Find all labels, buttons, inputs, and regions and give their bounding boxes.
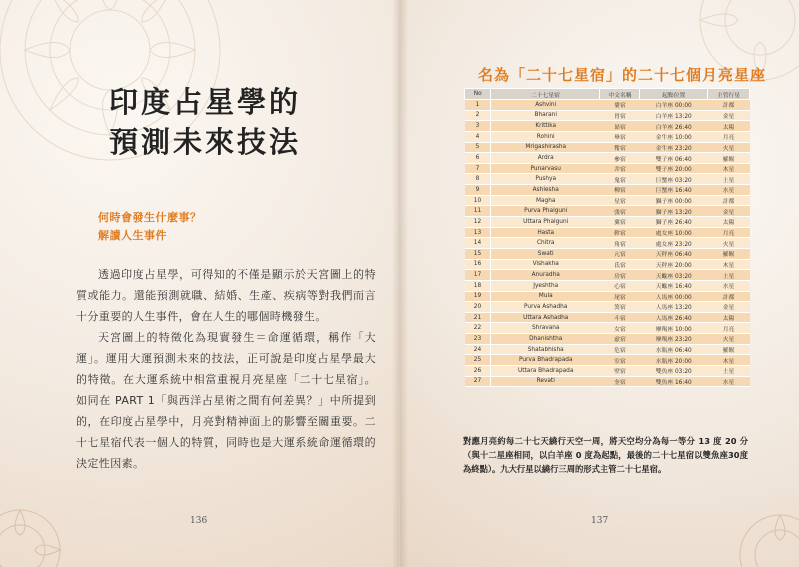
- table-cell: 太陽: [707, 312, 749, 323]
- table-cell: Jyeshtha: [491, 280, 600, 291]
- column-header: 主管行星: [707, 89, 749, 100]
- table-cell: 太陽: [707, 121, 749, 132]
- table-cell: 氐宿: [600, 259, 640, 270]
- table-cell: 22: [465, 323, 491, 334]
- table-cell: Mula: [491, 291, 600, 302]
- table-cell: Pushya: [491, 174, 600, 185]
- table-cell: 白羊座 00:00: [640, 100, 708, 111]
- table-cell: 19: [465, 291, 491, 302]
- table-cell: 6: [465, 153, 491, 164]
- corner-ornament-icon: [0, 470, 120, 567]
- table-cell: 土星: [707, 270, 749, 281]
- table-cell: 10: [465, 195, 491, 206]
- table-cell: 計都: [707, 100, 749, 111]
- book-gutter: [392, 0, 408, 567]
- table-row: [465, 153, 750, 164]
- table-cell: 21: [465, 312, 491, 323]
- page-number-right: 137: [591, 516, 609, 526]
- table-cell: Revati: [491, 376, 600, 387]
- table-cell: 木星: [707, 163, 749, 174]
- table-cell: 月亮: [707, 323, 749, 334]
- table-row: [465, 366, 750, 377]
- table-cell: 月亮: [707, 227, 749, 238]
- table-cell: 人馬座 26:40: [640, 312, 708, 323]
- table-cell: 星宿: [600, 195, 640, 206]
- table-cell: 羅睺: [707, 248, 749, 259]
- table-row: [465, 259, 750, 270]
- table-cell: 天秤座 20:00: [640, 259, 708, 270]
- table-cell: 15: [465, 248, 491, 259]
- table-cell: 太陽: [707, 217, 749, 228]
- table-row: [465, 323, 750, 334]
- table-cell: 井宿: [600, 163, 640, 174]
- table-title: 名為「二十七星宿」的二十七個月亮星座: [478, 66, 767, 84]
- table-cell: 張宿: [600, 206, 640, 217]
- table-cell: 羅睺: [707, 344, 749, 355]
- table-row: [465, 227, 750, 238]
- table-cell: Hasta: [491, 227, 600, 238]
- table-cell: 2: [465, 110, 491, 121]
- table-cell: 24: [465, 344, 491, 355]
- table-row: [465, 270, 750, 281]
- table-cell: 人馬座 13:20: [640, 302, 708, 313]
- table-cell: Anuradha: [491, 270, 600, 281]
- table-cell: 天秤座 06:40: [640, 248, 708, 259]
- table-cell: 7: [465, 163, 491, 174]
- table-row: [465, 344, 750, 355]
- table-cell: 斗宿: [600, 312, 640, 323]
- table-header-row: [465, 89, 750, 100]
- column-header: 二十七星宿: [491, 89, 600, 100]
- table-cell: 亢宿: [600, 248, 640, 259]
- table-row: [465, 312, 750, 323]
- subheading-1: 何時會發生什麼事？: [98, 211, 202, 224]
- table-cell: Krittika: [491, 121, 600, 132]
- table-cell: Ashlesha: [491, 185, 600, 196]
- table-cell: 雙子座 20:00: [640, 163, 708, 174]
- table-cell: Shravana: [491, 323, 600, 334]
- table-cell: 女宿: [600, 323, 640, 334]
- body-text: [76, 264, 376, 474]
- table-cell: Purva Bhadrapada: [491, 355, 600, 366]
- table-row: [465, 238, 750, 249]
- table-row: [465, 280, 750, 291]
- table-cell: 11: [465, 206, 491, 217]
- table-cell: 雙魚座 03:20: [640, 366, 708, 377]
- table-cell: Uttara Bhadrapada: [491, 366, 600, 377]
- table-row: [465, 291, 750, 302]
- table-row: [465, 121, 750, 132]
- page-heading: [105, 82, 305, 162]
- table-cell: 觜宿: [600, 142, 640, 153]
- table-cell: 獅子座 00:00: [640, 195, 708, 206]
- table-cell: 處女座 10:00: [640, 227, 708, 238]
- table-cell: 尾宿: [600, 291, 640, 302]
- table-cell: 摩羯座 10:00: [640, 323, 708, 334]
- table-cell: 昴宿: [600, 121, 640, 132]
- table-cell: Magha: [491, 195, 600, 206]
- table-cell: 金星: [707, 302, 749, 313]
- table-row: [465, 334, 750, 345]
- table-cell: 12: [465, 217, 491, 228]
- table-cell: Mrigashirasha: [491, 142, 600, 153]
- paragraph-2: 天宮圖上的特徵化為現實發生＝命運循環，稱作「大運」。運用大運預測未來的技法，正可說是印度占星學最大的特徵。在大運系統中相當重視月亮星座「二十七星宿」。如同在 PART 1「與西洋占星術之間有何差異？」中所提到的，在印度占星學中，月亮對精神面上的影響至關重要。二十七星宿代表一個人的特質，同時也是大運系統命運循環的決定性因素。: [76, 331, 376, 470]
- table-cell: 人馬座 00:00: [640, 291, 708, 302]
- corner-ornament-icon: [690, 470, 799, 567]
- table-row: [465, 206, 750, 217]
- heading-line-1: 印度占星學的: [108, 85, 301, 119]
- table-cell: 計都: [707, 291, 749, 302]
- column-header: 起點位置: [640, 89, 708, 100]
- table-cell: 土星: [707, 174, 749, 185]
- table-cell: 獅子座 13:20: [640, 206, 708, 217]
- table-cell: Bharani: [491, 110, 600, 121]
- table-cell: 箕宿: [600, 302, 640, 313]
- table-cell: 摩羯座 23:20: [640, 334, 708, 345]
- table-cell: 土星: [707, 366, 749, 377]
- table-cell: 處女座 23:20: [640, 238, 708, 249]
- table-cell: 雙子座 06:40: [640, 153, 708, 164]
- table-cell: 水星: [707, 185, 749, 196]
- table-cell: 18: [465, 280, 491, 291]
- table-cell: 火星: [707, 238, 749, 249]
- table-cell: 5: [465, 142, 491, 153]
- table-cell: Vishakha: [491, 259, 600, 270]
- table-cell: 17: [465, 270, 491, 281]
- table-cell: Purva Phalguni: [491, 206, 600, 217]
- table-cell: 水瓶座 20:00: [640, 355, 708, 366]
- nakshatra-table: [464, 88, 750, 387]
- table-row: [465, 376, 750, 387]
- table-footnote: 對應月亮約每二十七天繞行天空一周，將天空均分為每一等分 13 度 20 分（與十二星座相同，以白羊座 0 度為起點，最後的二十七星宿以雙魚座30度為終點）。九大行星以繞行三周的形式主管二十七星宿。: [463, 436, 748, 474]
- paragraph-1: 透過印度占星學，可得知的不僅是顯示於天宮圖上的特質或能力。還能預測就職、結婚、生產、疾病等對我們而言十分重要的人生事件，會在人生的哪個時機發生。: [76, 268, 376, 323]
- table-cell: 23: [465, 334, 491, 345]
- table-cell: 羅睺: [707, 153, 749, 164]
- table-cell: 心宿: [600, 280, 640, 291]
- table-cell: 角宿: [600, 238, 640, 249]
- heading-line-2: 預測未來技法: [108, 125, 301, 159]
- table-row: [465, 302, 750, 313]
- table-cell: 壁宿: [600, 366, 640, 377]
- table-cell: 巨蟹座 03:20: [640, 174, 708, 185]
- table-cell: 奎宿: [600, 376, 640, 387]
- table-cell: 計都: [707, 195, 749, 206]
- table-cell: 畢宿: [600, 131, 640, 142]
- table-cell: 軫宿: [600, 227, 640, 238]
- table-cell: 白羊座 13:20: [640, 110, 708, 121]
- table-row: [465, 163, 750, 174]
- table-row: [465, 195, 750, 206]
- table-body: [465, 100, 750, 387]
- table-cell: 房宿: [600, 270, 640, 281]
- table-cell: 20: [465, 302, 491, 313]
- table-cell: 木星: [707, 355, 749, 366]
- table-cell: 13: [465, 227, 491, 238]
- page-number-left: 136: [190, 516, 208, 526]
- table-cell: Dhanishtha: [491, 334, 600, 345]
- table-cell: 巨蟹座 16:40: [640, 185, 708, 196]
- table-row: [465, 355, 750, 366]
- table-cell: Ardra: [491, 153, 600, 164]
- table-cell: 胃宿: [600, 110, 640, 121]
- table-cell: 柳宿: [600, 185, 640, 196]
- table-cell: Shatabhisha: [491, 344, 600, 355]
- table-cell: 8: [465, 174, 491, 185]
- table-cell: 水星: [707, 376, 749, 387]
- table-cell: Swati: [491, 248, 600, 259]
- table-cell: Rohini: [491, 131, 600, 142]
- table-cell: 木星: [707, 259, 749, 270]
- table-row: [465, 174, 750, 185]
- table-cell: 獅子座 26:40: [640, 217, 708, 228]
- table-row: [465, 131, 750, 142]
- table-cell: 27: [465, 376, 491, 387]
- table-cell: 白羊座 26:40: [640, 121, 708, 132]
- table-cell: 雙魚座 16:40: [640, 376, 708, 387]
- table-cell: 翼宿: [600, 217, 640, 228]
- table-row: [465, 248, 750, 259]
- table-cell: Uttara Ashadha: [491, 312, 600, 323]
- column-header: 中文名稱: [600, 89, 640, 100]
- left-page: [0, 0, 399, 567]
- table-cell: 室宿: [600, 355, 640, 366]
- table-cell: Chitra: [491, 238, 600, 249]
- table-cell: 天蠍座 16:40: [640, 280, 708, 291]
- table-cell: 金牛座 10:00: [640, 131, 708, 142]
- table-row: [465, 100, 750, 111]
- table-cell: 鬼宿: [600, 174, 640, 185]
- table-cell: 14: [465, 238, 491, 249]
- column-header: No: [465, 89, 491, 100]
- table-cell: Ashvini: [491, 100, 600, 111]
- table-cell: 水瓶座 06:40: [640, 344, 708, 355]
- table-cell: 危宿: [600, 344, 640, 355]
- table-cell: 1: [465, 100, 491, 111]
- table-cell: 4: [465, 131, 491, 142]
- table-cell: 參宿: [600, 153, 640, 164]
- table-cell: 金牛座 23:20: [640, 142, 708, 153]
- table-cell: Purva Ashadha: [491, 302, 600, 313]
- table-cell: 火星: [707, 142, 749, 153]
- table-cell: 16: [465, 259, 491, 270]
- table-row: [465, 185, 750, 196]
- table-cell: 金星: [707, 110, 749, 121]
- table-row: [465, 217, 750, 228]
- table-cell: 金星: [707, 206, 749, 217]
- table-cell: 火星: [707, 334, 749, 345]
- table-row: [465, 110, 750, 121]
- table-cell: Uttara Phalguni: [491, 217, 600, 228]
- table-cell: 虛宿: [600, 334, 640, 345]
- table-cell: 水星: [707, 280, 749, 291]
- table-cell: Punarvasu: [491, 163, 600, 174]
- subheading-2: 解讀人生事件: [98, 229, 167, 242]
- table-cell: 26: [465, 366, 491, 377]
- table-cell: 3: [465, 121, 491, 132]
- table-cell: 25: [465, 355, 491, 366]
- table-cell: 月亮: [707, 131, 749, 142]
- table-row: [465, 142, 750, 153]
- table-cell: 天蠍座 03:20: [640, 270, 708, 281]
- table-cell: 婁宿: [600, 100, 640, 111]
- table-cell: 9: [465, 185, 491, 196]
